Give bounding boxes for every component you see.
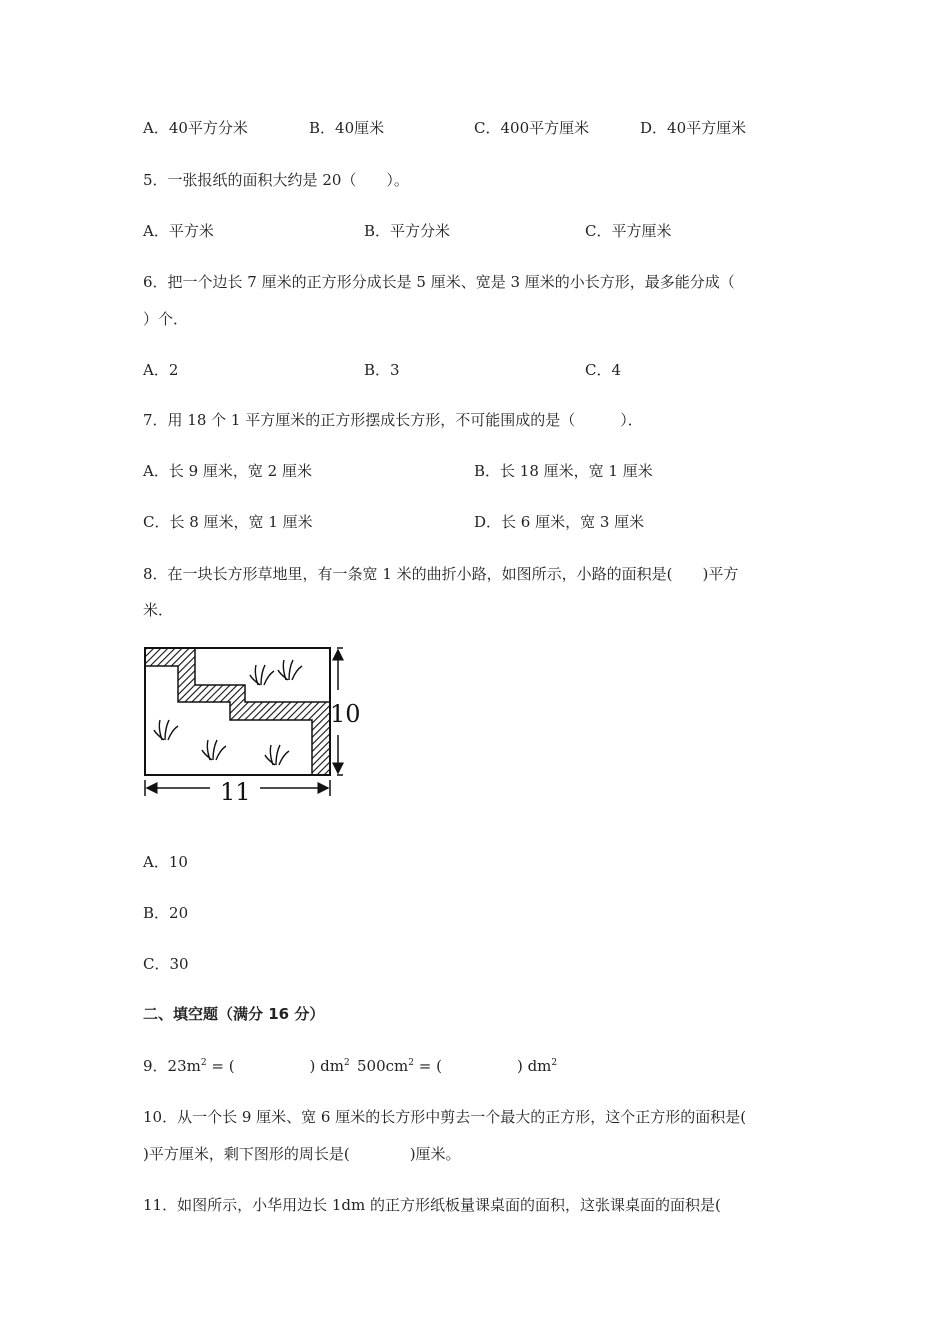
q9-part-a: 9．$23m^2$ = ( ) $dm^2$	[143, 1057, 350, 1075]
q6-option-a: A．2	[143, 361, 179, 379]
q8-stem-line2: 米．	[143, 601, 174, 619]
q7-option-c: C．长 8 厘米，宽 1 厘米	[143, 513, 313, 531]
q4-option-d: D．40平方厘米	[640, 119, 747, 137]
q6-stem-line2: ）个．	[143, 310, 189, 328]
q6-stem-line1: 6．把一个边长 7 厘米的正方形分成长是 5 厘米、宽是 3 厘米的小长方形，最多能分成（	[143, 273, 735, 291]
q8-path-figure	[140, 640, 370, 810]
q10-line1: 10．从一个长 9 厘米、宽 6 厘米的长方形中剪去一个最大的正方形，这个正方形的面积是(	[143, 1108, 747, 1126]
q7-option-a: A．长 9 厘米，宽 2 厘米	[143, 462, 312, 480]
q8-option-b: B．20	[143, 904, 189, 922]
q6-option-c: C．4	[585, 361, 622, 379]
q10-line2: )平方厘米，剩下图形的周长是( )厘米。	[143, 1145, 461, 1163]
q9-part-b: $500cm^2$ = ( ) $dm^2$	[357, 1057, 558, 1075]
width-label: 11	[220, 778, 251, 806]
winding-path	[145, 648, 330, 775]
q8-option-a: A．10	[143, 853, 188, 871]
q4-option-a: A．40平方分米	[143, 119, 248, 137]
q5-option-b: B．平方分米	[364, 222, 451, 240]
q7-option-d: D．长 6 厘米，宽 3 厘米	[474, 513, 645, 531]
q5-option-c: C．平方厘米	[585, 222, 672, 240]
height-label: 10	[330, 700, 361, 728]
q7-option-b: B．长 18 厘米，宽 1 厘米	[474, 462, 653, 480]
q8-stem-line1: 8．在一块长方形草地里，有一条宽 1 米的曲折小路，如图所示，小路的面积是( )平方	[143, 565, 739, 583]
section-title: 二、填空题（满分 16 分）	[143, 1005, 325, 1023]
q8-option-c: C．30	[143, 955, 189, 973]
q7-stem: 7．用 18 个 1 平方厘米的正方形摆成长方形，不可能围成的是（ ）．	[143, 411, 643, 429]
q6-option-b: B．3	[364, 361, 400, 379]
q4-option-b: B．40厘米	[309, 119, 385, 137]
q5-option-a: A．平方米	[143, 222, 214, 240]
q4-option-c: C．400平方厘米	[474, 119, 590, 137]
q5-stem: 5．一张报纸的面积大约是 20（ ）。	[143, 171, 409, 189]
q11-line1: 11．如图所示，小华用边长 1dm 的正方形纸板量课桌面的面积，这张课桌面的面积是(	[143, 1196, 721, 1214]
